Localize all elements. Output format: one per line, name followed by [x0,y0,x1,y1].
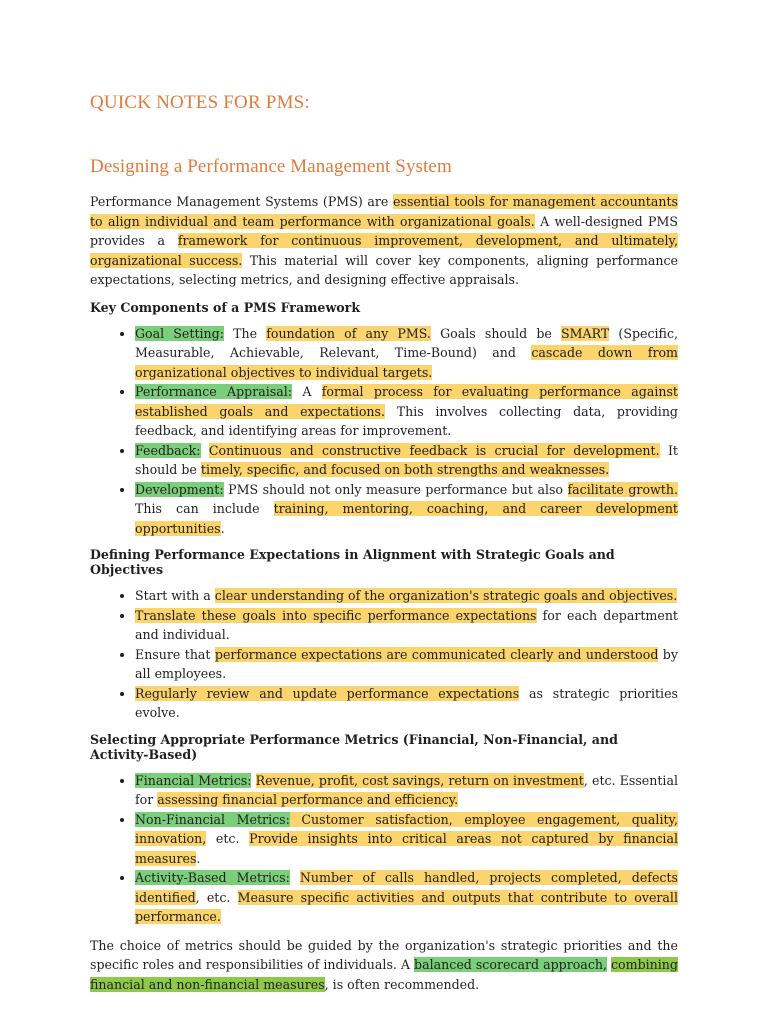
exp4-text-1: as strategic priorities evolve. [135,685,678,720]
intro-text-3: This material will cover key components, aligning performance expectations, selecting metrics, and designing effective appraisals. [90,252,678,287]
development-highlight-2: training, mentoring, coaching, and career development opportunities [135,501,678,536]
exp3-text-1: Ensure that [135,646,215,662]
closing-text-1: The choice of metrics should be guided by the organization's strategic priorities and the specific roles and responsibilities of individuals. A [90,937,678,972]
goal-setting-label: Goal Setting: [135,325,224,341]
appraisal-highlight-1: formal process for evaluating performance against established goals and expectations. [135,384,678,419]
financial-highlight-2: assessing financial performance and efficiency. [157,792,459,807]
development-text-3: . [220,520,225,536]
exp3-text-2: by all employees. [135,646,678,681]
exp3-highlight-1: performance expectations are communicated clearly and understood [214,646,659,662]
exp1-highlight-1: clear understanding of the organization's strategic goals and objectives. [214,588,678,603]
nonfinancial-text-1: etc. [206,831,250,846]
intro-highlight-2: framework for continuous improvement, development, and ultimately, organizational success. [90,233,678,268]
intro-text-2: A well-designed PMS provides a [90,213,678,248]
list-item-financial-metrics [135,771,678,810]
expectations-heading: Defining Performance Expectations in Alignment with Strategic Goals and Objectives [90,547,615,577]
activity-highlight-2: Measure specific activities and outputs that contribute to overall performance. [135,889,678,924]
feedback-highlight-1: Continuous and constructive feedback is crucial for development. [208,442,660,458]
list-item-expectation-2 [135,606,678,645]
key-components-heading: Key Components of a PMS Framework [90,299,361,315]
goal-text-1: The [223,325,267,341]
goal-text-2: Goals should be [430,325,561,341]
activity-text-2: , etc. [195,889,238,905]
activity-label: Activity-Based Metrics: [135,870,290,885]
section-title: Designing a Performance Management System [90,156,452,177]
activity-text-1 [290,870,300,885]
feedback-text-2: It should be [135,442,678,477]
intro-text-1: Performance Management Systems (PMS) are [90,194,394,209]
metrics-list [90,771,678,927]
financial-highlight-1: Revenue, profit, cost savings, return on investment [255,772,584,788]
goal-highlight-3: cascade down from organizational objectives to individual targets. [135,345,678,380]
closing-text-3: , is often recommended. [324,976,480,992]
closing-highlight-2: combining financial and non-financial measures [90,957,678,992]
goal-highlight-1: foundation of any PMS. [266,325,431,341]
feedback-label: Feedback: [135,442,201,458]
exp1-text-1: Start with a [135,588,215,603]
expectations-list [90,586,678,723]
development-label: Development: [135,481,224,497]
nonfinancial-text-2: . [196,850,201,866]
goal-text-3: (Specific, Measurable, Achievable, Relevant, Time-Bound) and [135,325,679,360]
appraisal-text-2: This involves collecting data, providing feedback, and identifying areas for improvement. [135,403,678,438]
list-item-nonfinancial-metrics [135,810,678,869]
appraisal-label: Performance Appraisal: [135,384,293,399]
list-item-expectation-1 [135,586,678,606]
nonfinancial-label: Non-Financial Metrics: [135,811,290,827]
main-title: QUICK NOTES FOR PMS: [90,92,310,113]
list-item-activity-metrics [135,868,678,927]
closing-highlight-1: balanced scorecard approach, [414,957,607,972]
intro-paragraph [90,192,678,290]
financial-text-2: , etc. Essential for [135,772,678,807]
intro-highlight-1: essential tools for management accountants to align individual and team performance with organizational goals. [90,194,678,229]
key-components-list [90,324,678,539]
list-item-goal-setting [135,324,678,383]
exp2-highlight-1: Translate these goals into specific performance expectations [135,607,537,623]
list-item-expectation-3 [135,645,678,684]
list-item-expectation-4 [135,684,678,723]
list-item-performance-appraisal [135,382,678,441]
appraisal-text-1: A [292,384,322,399]
feedback-highlight-2: timely, specific, and focused on both strengths and weaknesses. [200,462,610,477]
feedback-text-1 [201,443,209,458]
activity-highlight-1: Number of calls handled, projects completed, defects identified [135,870,678,905]
development-text-2: This can include [135,501,274,516]
metrics-heading: Selecting Appropriate Performance Metrics (Financial, Non-Financial, and Activity-Based) [90,731,618,762]
exp4-highlight-1: Regularly review and update performance expectations [135,685,520,701]
list-item-feedback [135,441,678,480]
goal-highlight-2: SMART [561,325,610,341]
financial-label: Financial Metrics: [135,772,252,788]
development-highlight-1: facilitate growth. [567,481,678,497]
exp2-text-1: for each department and individual. [135,607,678,642]
list-item-development [135,480,678,539]
nonfinancial-highlight-2: Provide insights into critical areas not captured by financial measures [135,831,678,866]
nonfinancial-highlight-1: Customer satisfaction, employee engagement, quality, innovation, [135,811,678,846]
financial-text-1 [251,773,255,788]
development-text-1: PMS should not only measure performance but also [223,481,568,497]
closing-paragraph [90,936,678,995]
